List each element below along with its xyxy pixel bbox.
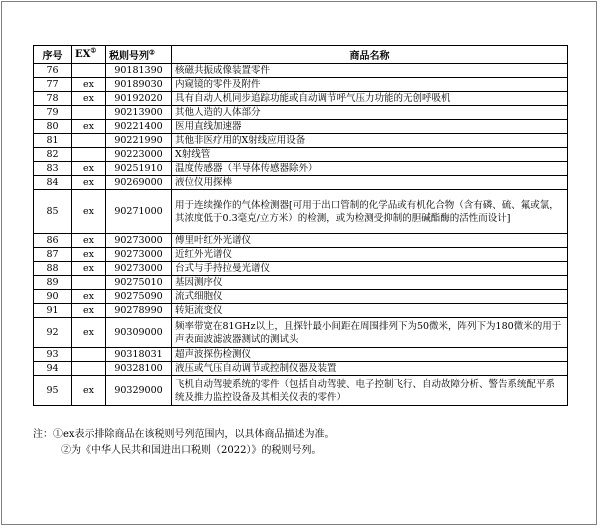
code-cell: 90273000 bbox=[106, 234, 172, 248]
name-cell: 基因测序仪 bbox=[172, 276, 568, 290]
name-cell: 医用直线加速器 bbox=[172, 120, 568, 134]
table-row bbox=[34, 248, 568, 262]
seq-cell: 95 bbox=[34, 376, 72, 406]
code-cell: 90221400 bbox=[106, 120, 172, 134]
table-row bbox=[34, 92, 568, 106]
name-cell: 具有自动人机同步追踪功能或自动调节呼气压力功能的无创呼吸机 bbox=[172, 92, 568, 106]
table-row bbox=[34, 348, 568, 362]
name-cell: 核磁共振成像装置零件 bbox=[172, 64, 568, 78]
ex-cell: ex bbox=[72, 290, 106, 304]
seq-cell: 83 bbox=[34, 162, 72, 176]
footnote-2: ②为《中华人民共和国进出口税则（2022）》的税则号列。 bbox=[61, 445, 322, 456]
table-row bbox=[34, 362, 568, 376]
ex-cell: ex bbox=[72, 120, 106, 134]
ex-cell bbox=[72, 64, 106, 78]
table-row bbox=[34, 234, 568, 248]
ex-cell bbox=[72, 106, 106, 120]
ex-cell: ex bbox=[72, 318, 106, 348]
code-cell: 90221990 bbox=[106, 134, 172, 148]
code-cell: 90269000 bbox=[106, 176, 172, 190]
table-body bbox=[34, 64, 568, 406]
name-cell: 台式与手持拉曼光谱仪 bbox=[172, 262, 568, 276]
code-cell: 90251910 bbox=[106, 162, 172, 176]
code-cell: 90275090 bbox=[106, 290, 172, 304]
ex-cell bbox=[72, 276, 106, 290]
code-cell: 90273000 bbox=[106, 262, 172, 276]
seq-cell: 76 bbox=[34, 64, 72, 78]
seq-cell: 88 bbox=[34, 262, 72, 276]
code-cell: 90275010 bbox=[106, 276, 172, 290]
seq-cell: 90 bbox=[34, 290, 72, 304]
seq-cell: 89 bbox=[34, 276, 72, 290]
table-row bbox=[34, 162, 568, 176]
ex-cell: ex bbox=[72, 248, 106, 262]
header-seq: 序号 bbox=[34, 46, 72, 64]
name-cell: 其他人造的人体部分 bbox=[172, 106, 568, 120]
ex-cell bbox=[72, 348, 106, 362]
name-cell: 飞机自动驾驶系统的零件（包括自动驾驶、电子控制飞行、自动故障分析、警告系统配平系统及推力监控设备及其相关仪表的零件） bbox=[172, 376, 568, 406]
seq-cell: 80 bbox=[34, 120, 72, 134]
code-cell: 90273000 bbox=[106, 248, 172, 262]
seq-cell: 85 bbox=[34, 190, 72, 234]
tariff-table bbox=[33, 45, 568, 406]
name-cell: 用于连续操作的气体检测器[可用于出口管制的化学品或有机化合物（含有磷、硫、氟或氯，其浓度低于0.3毫克/立方米）的检测，或为检测受抑制的胆碱酯酶的活性而设计] bbox=[172, 190, 568, 234]
ex-cell: ex bbox=[72, 78, 106, 92]
seq-cell: 91 bbox=[34, 304, 72, 318]
ex-cell: ex bbox=[72, 190, 106, 234]
name-cell: 液位仪用探棒 bbox=[172, 176, 568, 190]
seq-cell: 86 bbox=[34, 234, 72, 248]
table-row bbox=[34, 304, 568, 318]
seq-cell: 93 bbox=[34, 348, 72, 362]
code-cell: 90213900 bbox=[106, 106, 172, 120]
table-row bbox=[34, 148, 568, 162]
header-code: 税则号列② bbox=[106, 46, 172, 64]
name-cell: 内窥镜的零件及附件 bbox=[172, 78, 568, 92]
code-cell: 90189030 bbox=[106, 78, 172, 92]
ex-cell: ex bbox=[72, 262, 106, 276]
seq-cell: 92 bbox=[34, 318, 72, 348]
table-row bbox=[34, 120, 568, 134]
ex-cell bbox=[72, 148, 106, 162]
seq-cell: 84 bbox=[34, 176, 72, 190]
table-row bbox=[34, 190, 568, 234]
ex-cell: ex bbox=[72, 304, 106, 318]
table-row bbox=[34, 318, 568, 348]
ex-cell: ex bbox=[72, 162, 106, 176]
code-cell: 90192020 bbox=[106, 92, 172, 106]
table-row bbox=[34, 276, 568, 290]
name-cell: 傅里叶红外光谱仪 bbox=[172, 234, 568, 248]
name-cell: 近红外光谱仪 bbox=[172, 248, 568, 262]
code-cell: 90223000 bbox=[106, 148, 172, 162]
seq-cell: 82 bbox=[34, 148, 72, 162]
name-cell: 温度传感器（半导体传感器除外） bbox=[172, 162, 568, 176]
ex-cell: ex bbox=[72, 376, 106, 406]
seq-cell: 78 bbox=[34, 92, 72, 106]
code-cell: 90318031 bbox=[106, 348, 172, 362]
table-row bbox=[34, 376, 568, 406]
footnotes bbox=[33, 427, 573, 459]
table-row bbox=[34, 64, 568, 78]
table-row bbox=[34, 176, 568, 190]
name-cell: 频率带宽在81GHz以上，且探针最小间距在周围排列下为50微米，阵列下为180微米的用于声表面波滤波器测试的测试头 bbox=[172, 318, 568, 348]
table-header-row bbox=[34, 46, 568, 64]
name-cell: 超声波探伤检测仪 bbox=[172, 348, 568, 362]
name-cell: X射线管 bbox=[172, 148, 568, 162]
seq-cell: 79 bbox=[34, 106, 72, 120]
header-ex: EX① bbox=[72, 46, 106, 64]
ex-cell: ex bbox=[72, 92, 106, 106]
seq-cell: 81 bbox=[34, 134, 72, 148]
table-row bbox=[34, 106, 568, 120]
seq-cell: 87 bbox=[34, 248, 72, 262]
name-cell: 其他非医疗用的X射线应用设备 bbox=[172, 134, 568, 148]
header-name: 商品名称 bbox=[172, 46, 568, 64]
ex-cell bbox=[72, 362, 106, 376]
ex-cell: ex bbox=[72, 234, 106, 248]
code-cell: 90309000 bbox=[106, 318, 172, 348]
code-cell: 90181390 bbox=[106, 64, 172, 78]
ex-cell bbox=[72, 134, 106, 148]
name-cell: 液压或气压自动调节或控制仪器及装置 bbox=[172, 362, 568, 376]
name-cell: 流式细胞仪 bbox=[172, 290, 568, 304]
code-cell: 90328100 bbox=[106, 362, 172, 376]
table-row bbox=[34, 262, 568, 276]
code-cell: 90271000 bbox=[106, 190, 172, 234]
name-cell: 转矩流变仪 bbox=[172, 304, 568, 318]
code-cell: 90278990 bbox=[106, 304, 172, 318]
table-row bbox=[34, 78, 568, 92]
table-row bbox=[34, 134, 568, 148]
seq-cell: 77 bbox=[34, 78, 72, 92]
seq-cell: 94 bbox=[34, 362, 72, 376]
table-row bbox=[34, 290, 568, 304]
footnote-1: 注：①ex表示排除商品在该税则号列范围内，以具体商品描述为准。 bbox=[33, 429, 335, 440]
code-cell: 90329000 bbox=[106, 376, 172, 406]
ex-cell: ex bbox=[72, 176, 106, 190]
